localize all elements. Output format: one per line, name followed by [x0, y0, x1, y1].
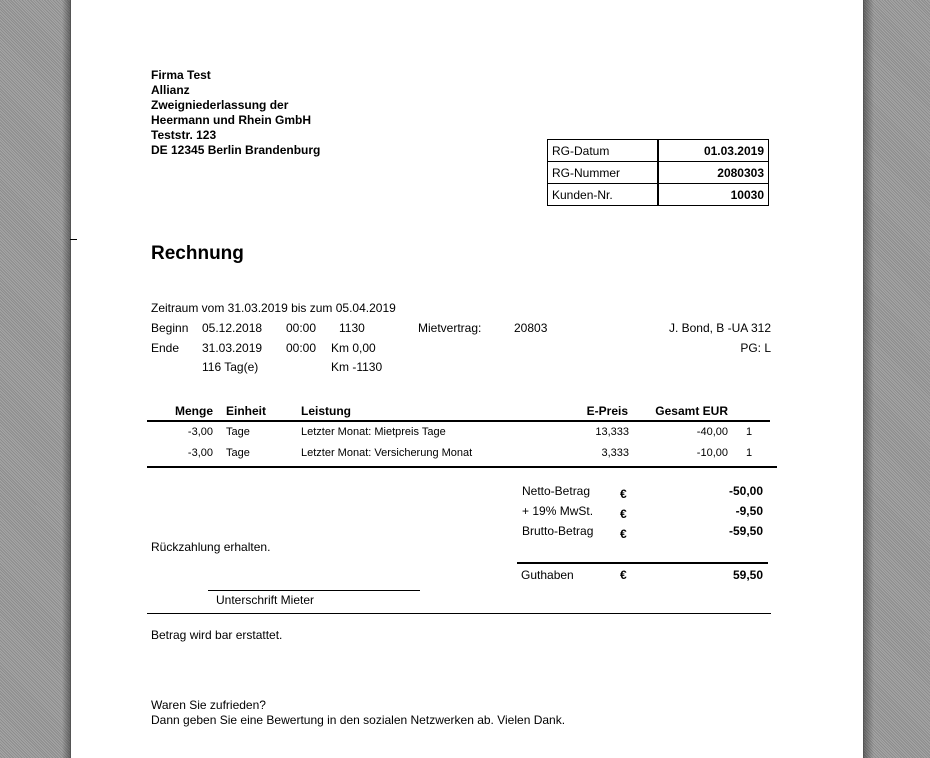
contract-label: Mietvertrag: — [418, 321, 482, 335]
row-qty: -3,00 — [187, 447, 213, 459]
meta-row-customer — [548, 184, 769, 206]
row-qty: -3,00 — [187, 426, 213, 438]
netto-value: -50,00 — [728, 484, 763, 498]
contract-number: 20803 — [514, 321, 548, 335]
table-bottom-rule — [147, 466, 777, 468]
period-text: Zeitraum vom 31.03.2019 bis zum 05.04.2019 — [151, 301, 396, 315]
refund-text: Rückzahlung erhalten. — [151, 540, 271, 554]
signature-line — [208, 590, 420, 591]
recipient-address — [151, 68, 320, 158]
header-qty: Menge — [174, 404, 213, 418]
row-total: -10,00 — [696, 447, 728, 459]
currency-symbol: € — [620, 568, 627, 582]
meta-label: RG-Datum — [548, 140, 658, 162]
address-line: Heermann und Rhein GmbH — [151, 113, 312, 127]
brutto-label: Brutto-Betrag — [522, 524, 594, 538]
row-service: Letzter Monat: Mietpreis Tage — [301, 426, 446, 438]
cash-refund-text: Betrag wird bar erstattet. — [151, 628, 283, 642]
page-title: Rechnung — [151, 243, 244, 264]
end-label: Ende — [151, 341, 180, 355]
header-total: Gesamt EUR — [655, 404, 728, 418]
currency-symbol: € — [620, 487, 627, 501]
guthaben-value: 59,50 — [732, 568, 763, 582]
meta-label: RG-Nummer — [548, 162, 658, 184]
currency-symbol: € — [620, 507, 627, 521]
invoice-page — [70, 0, 864, 758]
row-price: 3,333 — [601, 447, 629, 459]
meta-value: 10030 — [658, 184, 769, 206]
row-price: 13,333 — [595, 426, 629, 438]
meta-value: 01.03.2019 — [658, 140, 769, 162]
header-service: Leistung — [301, 404, 351, 418]
row-total: -40,00 — [696, 426, 728, 438]
totals-rule — [517, 562, 768, 564]
meta-row-number — [548, 162, 769, 184]
brutto-value: -59,50 — [728, 524, 763, 538]
price-group: PG: L — [740, 341, 771, 355]
footer-message: Dann geben Sie eine Bewertung in den sozialen Netzwerken ab. Vielen Dank. — [151, 713, 566, 727]
address-line: DE 12345 Berlin Brandenburg — [151, 143, 321, 157]
header-price: E-Preis — [586, 404, 628, 418]
page-shadow-right — [864, 0, 874, 758]
table-header-rule — [147, 420, 770, 422]
fold-mark — [70, 239, 77, 240]
begin-date: 05.12.2018 — [202, 321, 263, 335]
currency-symbol: € — [620, 527, 627, 541]
page-shadow-left — [62, 0, 70, 758]
section-rule — [147, 613, 771, 614]
header-unit: Einheit — [226, 404, 267, 418]
mwst-label: + 19% MwSt. — [522, 504, 594, 518]
customer-name: J. Bond, B -UA 312 — [668, 321, 771, 335]
meta-label: Kunden-Nr. — [548, 184, 658, 206]
begin-km: 1130 — [339, 321, 365, 335]
footer-question: Waren Sie zufrieden? — [151, 698, 266, 712]
mwst-value: -9,50 — [735, 504, 763, 518]
address-line: Allianz — [151, 83, 190, 97]
meta-value: 2080303 — [658, 162, 769, 184]
row-service: Letzter Monat: Versicherung Monat — [301, 447, 473, 459]
row-tax-code: 1 — [746, 447, 753, 459]
begin-label: Beginn — [151, 321, 189, 335]
end-km: Km 0,00 — [331, 341, 376, 355]
meta-row-date — [548, 140, 769, 162]
invoice-meta-table — [547, 139, 769, 206]
row-unit: Tage — [226, 426, 250, 438]
begin-time: 00:00 — [286, 321, 317, 335]
end-date: 31.03.2019 — [202, 341, 263, 355]
row-unit: Tage — [226, 447, 250, 459]
address-line: Firma Test — [151, 68, 211, 82]
end-time: 00:00 — [286, 341, 317, 355]
rental-days: 116 Tag(e) — [202, 360, 259, 374]
netto-label: Netto-Betrag — [522, 484, 591, 498]
guthaben-label: Guthaben — [521, 568, 574, 582]
address-line: Teststr. 123 — [151, 128, 217, 142]
km-difference: Km -1130 — [331, 360, 383, 374]
row-tax-code: 1 — [746, 426, 753, 438]
signature-label: Unterschrift Mieter — [216, 593, 315, 607]
address-line: Zweigniederlassung der — [151, 98, 289, 112]
